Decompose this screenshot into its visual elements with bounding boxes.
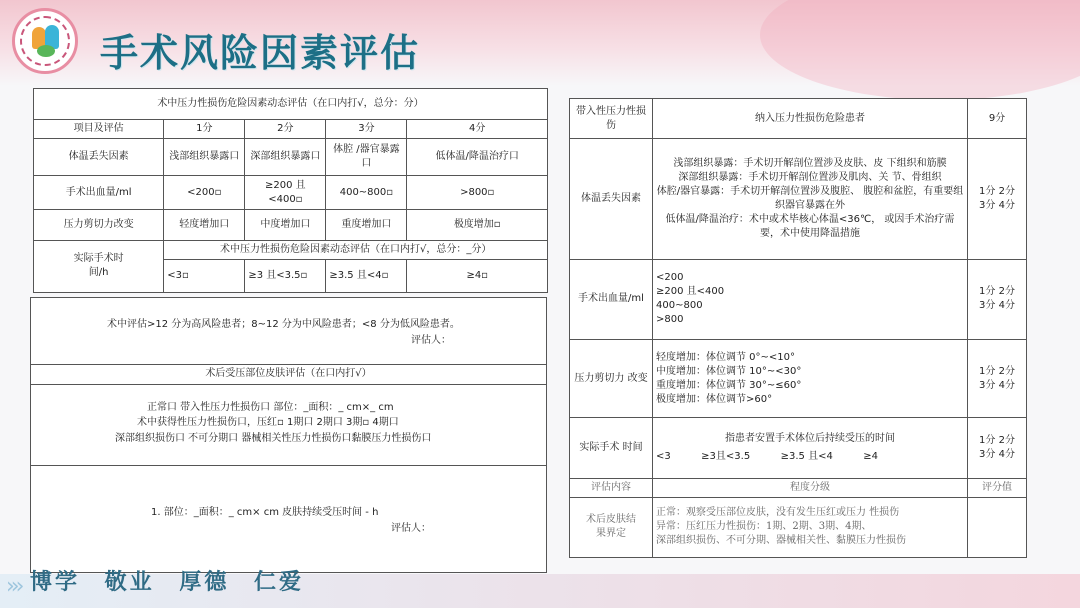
criteria-line: 正常：观察受压部位皮肤，没有发生压红或压力 性损伤	[656, 507, 900, 519]
risk-scoring-criteria-table	[569, 98, 1027, 558]
risk-level-note	[30, 297, 547, 365]
result-label: 术后皮肤结果界定	[586, 514, 636, 540]
section-caption: 术后受压部位皮肤评估（在口内打√）	[205, 368, 372, 379]
criteria-line: 中度增加：体位调节 10°~<30°	[656, 365, 802, 377]
table-cell	[653, 497, 968, 557]
table-cell: 中度增加口	[245, 210, 326, 241]
table-cell: 轻度增加口	[164, 210, 245, 241]
column-header: 1分	[164, 119, 245, 138]
criteria-line: 低体温/降温治疗：术中或术毕核心体温<36℃， 或因手术治疗需要，术中使用降温措施	[665, 213, 955, 239]
score-cell	[968, 259, 1027, 339]
score-cell	[968, 497, 1027, 557]
criteria-line: 深部组织损伤、不可分期、器械相关性、黏膜压力性损伤	[656, 535, 906, 547]
table-cell: ≥3.5 且<4▫	[326, 260, 407, 293]
column-header: 评估内容	[570, 478, 653, 497]
table-cell	[653, 139, 968, 260]
assessor-label: 评估人：	[391, 523, 431, 534]
criteria-line: 极度增加：体位调节>60°	[656, 393, 773, 405]
criteria-line: 重度增加：体位调节 30°~≤60°	[656, 379, 802, 391]
time-value: ≥4	[863, 450, 878, 462]
table-cell: 低体温/降温治疗口	[407, 138, 548, 175]
column-header: 项目及评估	[34, 119, 164, 138]
table-cell: 重度增加口	[326, 210, 407, 241]
score-line: 1分 2分	[979, 365, 1015, 377]
criteria-line: 异常：压红压力性损伤：1期、2期、3期、4期、	[656, 521, 872, 533]
skin-status-line: 正常口 带入性压力性损伤口 部位：_面积：_ cm×_ cm	[147, 402, 394, 413]
score-line: 1分 2分	[979, 286, 1015, 298]
table-cell: ≥200 且<400▫	[245, 175, 326, 210]
skin-status-line: 深部组织损伤口 不可分期口 器械相关性压力性损伤口黏膜压力性损伤口	[115, 433, 432, 444]
time-value: <3	[656, 450, 671, 462]
table-cell: 纳入压力性损伤危险患者	[653, 99, 968, 139]
table-caption: 术中压力性损伤危险因素动态评估（在口内打√，总分：分）	[34, 89, 548, 120]
table-cell: >800▫	[407, 175, 548, 210]
column-header: 3分	[326, 119, 407, 138]
column-header: 程度分级	[653, 478, 968, 497]
row-label: 压力剪切力改变	[34, 210, 164, 241]
chevron-decoration-icon: ›››	[6, 574, 21, 599]
row-label: 带入性压力性损伤	[570, 99, 653, 139]
score-cell	[968, 418, 1027, 478]
postop-skin-assessment	[30, 364, 547, 466]
table-cell	[653, 259, 968, 339]
score-line: 1分 2分	[979, 434, 1015, 446]
row-label: 手术出血量/ml	[570, 259, 653, 339]
table-cell: <3▫	[164, 260, 245, 293]
time-label: 实际手术时间/h	[73, 253, 124, 279]
time-value: ≥3.5 且<4	[780, 450, 833, 462]
school-logo	[12, 8, 78, 74]
school-motto: 博学 敬业 厚德 仁爱	[30, 570, 304, 595]
score-line: 1分 2分	[979, 185, 1015, 197]
pressure-site-text: 1. 部位：_面积：_ cm× cm 皮肤持续受压时间 - h	[151, 507, 379, 518]
row-label: 压力剪切力 改变	[570, 340, 653, 418]
table-cell: 400~800▫	[326, 175, 407, 210]
table-cell: 极度增加▫	[407, 210, 548, 241]
column-header: 4分	[407, 119, 548, 138]
row-label: 手术出血量/ml	[34, 175, 164, 210]
assessor-label: 评估人：	[411, 335, 451, 346]
table-cell: 深部组织暴露口	[245, 138, 326, 175]
criteria-line: 深部组织暴露：手术切开解剖位置涉及肌肉、关 节、骨组织	[678, 171, 942, 183]
row-label	[570, 497, 653, 557]
criteria-line: 轻度增加：体位调节 0°~<10°	[656, 351, 796, 363]
time-value: ≥3且<3.5	[701, 450, 751, 462]
time-caption: 术中压力性损伤危险因素动态评估（在口内打√，总分：_分）	[164, 240, 548, 259]
score-line: 3分 4分	[979, 300, 1015, 312]
row-label	[34, 240, 164, 292]
table-cell: <200▫	[164, 175, 245, 210]
criteria-line: <200	[656, 272, 684, 284]
risk-level-text: 术中评估>12 分为高风险患者；8~12 分为中风险患者；<8 分为低风险患者。	[107, 319, 460, 330]
table-cell: ≥3 且<3.5▫	[245, 260, 326, 293]
score-cell	[968, 340, 1027, 418]
row-label: 体温丢失因素	[570, 139, 653, 260]
criteria-line: 浅部组织暴露：手术切开解剖位置涉及皮肤、皮 下组织和筋膜	[673, 157, 947, 169]
table-cell: 体腔 /器官暴露口	[326, 138, 407, 175]
criteria-line: 体腔/器官暴露：手术切开解剖位置涉及腹腔、 腹腔和盆腔，有重要组织器官暴露在外	[656, 185, 964, 211]
page-title: 手术风险因素评估	[100, 31, 421, 75]
score-cell: 9分	[968, 99, 1027, 139]
table-cell: 浅部组织暴露口	[164, 138, 245, 175]
table-cell	[653, 340, 968, 418]
table-cell	[653, 418, 968, 478]
score-line: 3分 4分	[979, 199, 1015, 211]
table-cell: ≥4▫	[407, 260, 548, 293]
score-line: 3分 4分	[979, 448, 1015, 460]
score-cell	[968, 139, 1027, 260]
criteria-line: ≥200 且<400	[656, 286, 725, 298]
criteria-line: >800	[656, 314, 684, 326]
skin-status-line: 术中获得性压力性损伤口，压红▫ 1期口 2期口 3期▫ 4期口	[137, 417, 399, 428]
score-line: 3分 4分	[979, 379, 1015, 391]
row-label: 实际手术 时间	[570, 418, 653, 478]
intraop-risk-table	[33, 88, 548, 293]
row-label: 体温丢失因素	[34, 138, 164, 175]
criteria-line: 400~800	[656, 300, 703, 312]
pressure-site-note	[30, 465, 547, 573]
column-header: 2分	[245, 119, 326, 138]
criteria-line: 指患者安置手术体位后持续受压的时间	[725, 432, 895, 444]
column-header: 评分值	[968, 478, 1027, 497]
